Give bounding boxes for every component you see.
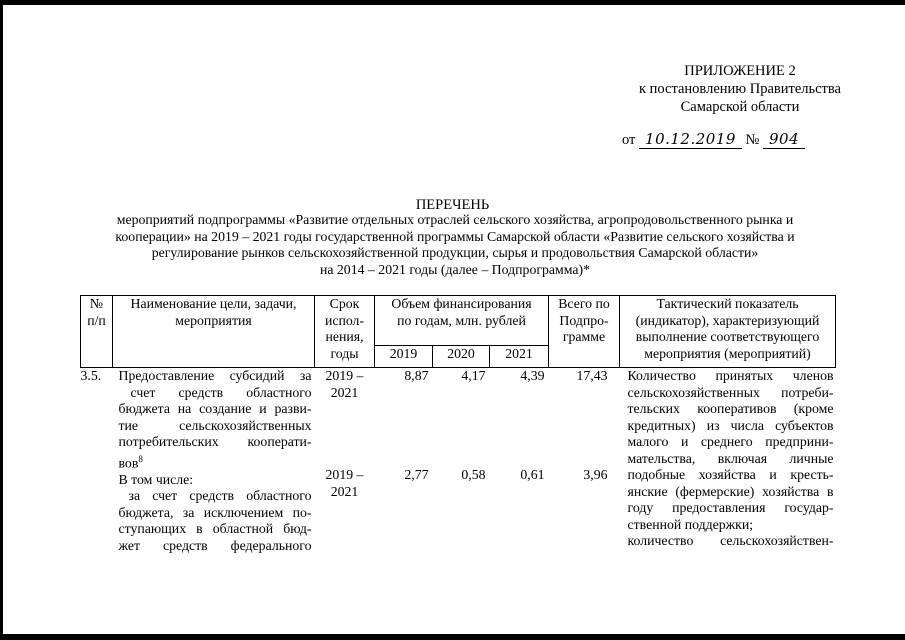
row-total: 17,43 3,96 bbox=[549, 368, 620, 558]
subtitle-line-3: регулирование рынков сельскохозяйственной продукции, сырья и продовольствия Самарской области» bbox=[151, 245, 759, 260]
appendix-header bbox=[600, 62, 880, 116]
appendix-line-1: ПРИЛОЖЕНИЕ 2 bbox=[684, 63, 796, 79]
header-year-2019: 2019 bbox=[375, 346, 433, 368]
handwritten-number: 904 bbox=[763, 130, 805, 149]
subtitle-line-2: кооперации» на 2019 – 2021 годы государственной программы Самарской области «Развитие сельского хозяйства и bbox=[115, 228, 795, 244]
header-name: Наименование цели, задачи, мероприятия bbox=[113, 296, 315, 368]
in-total-label: В том числе: bbox=[118, 471, 194, 487]
row-name: Предоставление субсидий за счет средств областного бюджета на создание и разви- тие сельскохозяйственных потребительских кооперати- вов$^8$ В том числе: за счет средств областного бюджета, за исключением по- ступающих в областной бюд- жет средств федерального bbox=[113, 368, 315, 558]
header-funding: Объем финансирования по годам, млн. рублей bbox=[375, 296, 549, 346]
appendix-line-2: к постановлению Правительства bbox=[639, 81, 841, 97]
handwritten-date: 10.12.2019 bbox=[639, 130, 742, 149]
scan-border-left bbox=[0, 0, 3, 640]
measures-table bbox=[80, 295, 836, 558]
appendix-line-3: Самарской области bbox=[680, 99, 800, 115]
row-2020: 4,17 0,58 bbox=[433, 368, 490, 558]
header-year-2020: 2020 bbox=[433, 346, 490, 368]
header-num: № п/п bbox=[81, 296, 113, 368]
row-2019: 8,87 2,77 bbox=[375, 368, 433, 558]
row-2021: 4,39 0,61 bbox=[490, 368, 549, 558]
document-title: ПЕРЕЧЕНЬ bbox=[415, 197, 490, 213]
row-indicator: Количество принятых членов сельскохозяйственных потреби- тельских кооперативов (кроме кредитных) из числа субъектов малого и среднего предприни- мательства, включая личные подобные хозяйства и кресть- янские (фермерские) хозяйства в году предоставления государ- ственной поддержки; количество сельскохозяйствен- bbox=[620, 368, 836, 558]
subtitle-line-1: мероприятий подпрограммы «Развитие отдельных отраслей сельского хозяйства, агропродовольственного рынка и bbox=[116, 212, 794, 227]
subtitle-line-4: на 2014 – 2021 годы (далее – Подпрограмма)* bbox=[319, 261, 591, 277]
row-number: 3.5. bbox=[81, 368, 113, 558]
scan-border-top bbox=[0, 0, 905, 5]
header-indicator: Тактический показатель (индикатор), характеризующий выполнение соответствующего мероприятия (мероприятий) bbox=[620, 296, 836, 368]
document-subtitle bbox=[60, 212, 850, 278]
number-label: № bbox=[745, 132, 760, 148]
footnote-marker: 8 bbox=[138, 453, 143, 464]
row-term: 2019 – 2021 2019 – 2021 bbox=[315, 368, 375, 558]
from-label: от bbox=[622, 132, 636, 148]
header-total: Всего по Подпро- грамме bbox=[549, 296, 620, 368]
header-year-2021: 2021 bbox=[490, 346, 549, 368]
header-term: Срок испол- нения, годы bbox=[315, 296, 375, 368]
resolution-date-number bbox=[622, 130, 805, 149]
scan-border-bottom bbox=[0, 634, 905, 640]
